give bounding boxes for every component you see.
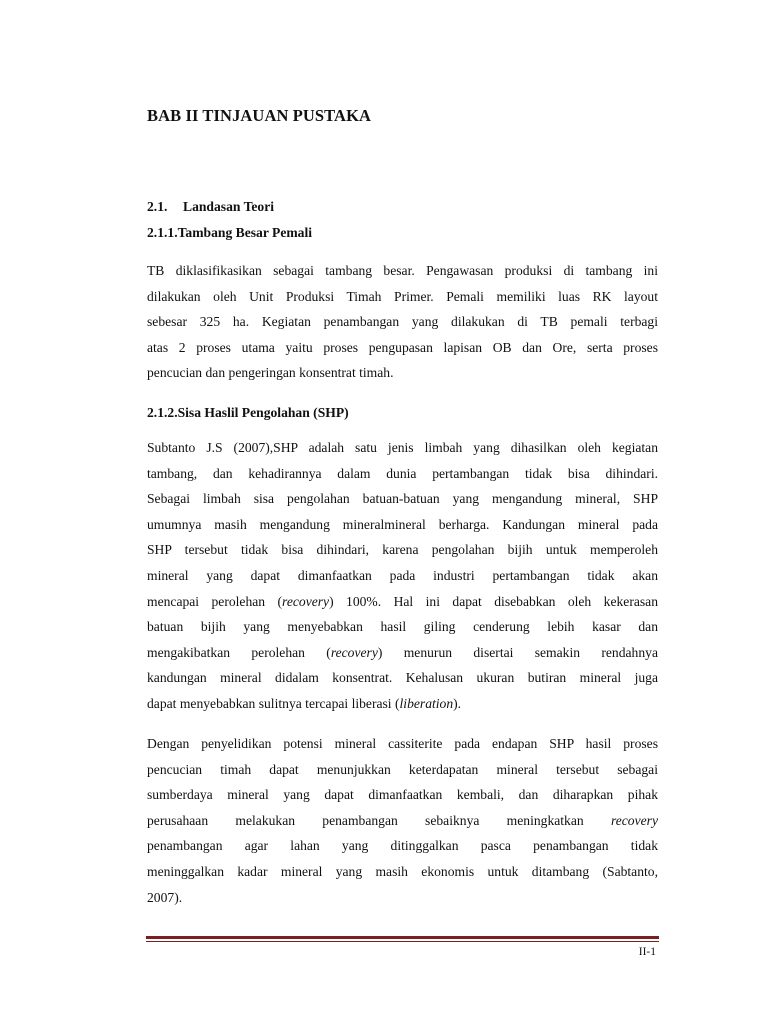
text-segment: dapat menyebabkan sulitnya tercapai liberasi ( [147,695,400,711]
section-number: 2.1.1. [147,225,178,240]
footer-rule-thin [146,941,659,942]
section-number: 2.1.2. [147,405,178,420]
text-line: Sebagai limbah sisa pengolahan batuan-batuan yang mengandung mineral, SHP [147,491,658,507]
text-line: pencucian dan pengeringan konsentrat timah. [147,365,394,381]
footer-rule-thick [146,936,659,939]
text-line: Subtanto J.S (2007),SHP adalah satu jenis limbah yang dihasilkan oleh kegiatan [147,440,658,455]
text-line: kandungan mineral didalam konsentrat. Kehalusan ukuran butiran mineral juga [147,670,658,686]
text-segment: perusahaan melakukan penambangan sebaiknya meningkatkan [147,812,611,828]
italic-term: recovery [330,644,378,660]
section-title: Sisa Haslil Pengolahan (SHP) [177,405,349,420]
text-line: sumberdaya mineral yang dapat dimanfaatkan kembali, dan diharapkan pihak [147,787,658,803]
italic-term: recovery [282,593,330,609]
text-line: meninggalkan kadar mineral yang masih ekonomis untuk ditambang (Sabtanto, [147,863,658,879]
text-segment: ) menurun disertai semakin rendahnya [377,644,658,660]
text-line: SHP tersebut tidak bisa dihindari, karena pengolahan bijih untuk memperoleh [147,542,658,558]
section-title: Tambang Besar Pemali [177,225,313,240]
paragraph-cassiterite-potential [147,731,658,910]
text-segment: mencapai perolehan ( [147,593,283,609]
page-number: II-1 [638,946,656,958]
chapter-title: BAB II TINJAUAN PUSTAKA [147,106,372,125]
section-number: 2.1. [147,199,168,214]
paragraph-tambang-besar-pemali [147,258,658,386]
text-line: TB diklasifikasikan sebagai tambang besar. Pengawasan produksi di tambang ini [147,263,658,278]
text-line: sebesar 325 ha. Kegiatan penambangan yang dilakukan di TB pemali terbagi [147,314,658,330]
section-heading-2-1-2 [147,405,349,421]
text-line [147,808,658,834]
text-line: penambangan agar lahan yang ditinggalkan pasca penambangan tidak [147,838,658,854]
text-line: umumnya masih mengandung mineralmineral berharga. Kandungan mineral pada [147,516,658,532]
italic-term: liberation [399,695,454,711]
text-line: atas 2 proses utama yaitu proses pengupasan lapisan OB dan Ore, serta proses [147,339,658,355]
section-heading-2-1 [147,199,274,215]
text-line [147,691,658,717]
italic-term: recovery [610,812,658,828]
text-line: mineral yang dapat dimanfaatkan pada industri pertambangan tidak akan [147,567,658,583]
section-title: Landasan Teori [183,199,275,214]
text-segment: ) 100%. Hal ini dapat disebabkan oleh kekerasan [329,593,658,609]
text-line: dilakukan oleh Unit Produksi Timah Primer. Pemali memiliki luas RK layout [147,288,658,304]
text-line: pencucian timah dapat menunjukkan keterdapatan mineral tersebut sebagai [147,761,658,777]
section-heading-2-1-1 [147,225,312,241]
text-segment: ). [453,695,462,711]
text-line: 2007). [147,889,183,905]
text-segment: mengakibatkan perolehan ( [147,644,331,660]
text-line [147,640,658,666]
text-line: batuan bijih yang menyebabkan hasil giling cenderung lebih kasar dan [147,619,658,635]
paragraph-shp-definition [147,435,658,717]
text-line [147,589,658,615]
text-line: tambang, dan kehadirannya dalam dunia pertambangan tidak bisa dihindari. [147,465,658,481]
text-line: Dengan penyelidikan potensi mineral cassiterite pada endapan SHP hasil proses [147,736,658,751]
